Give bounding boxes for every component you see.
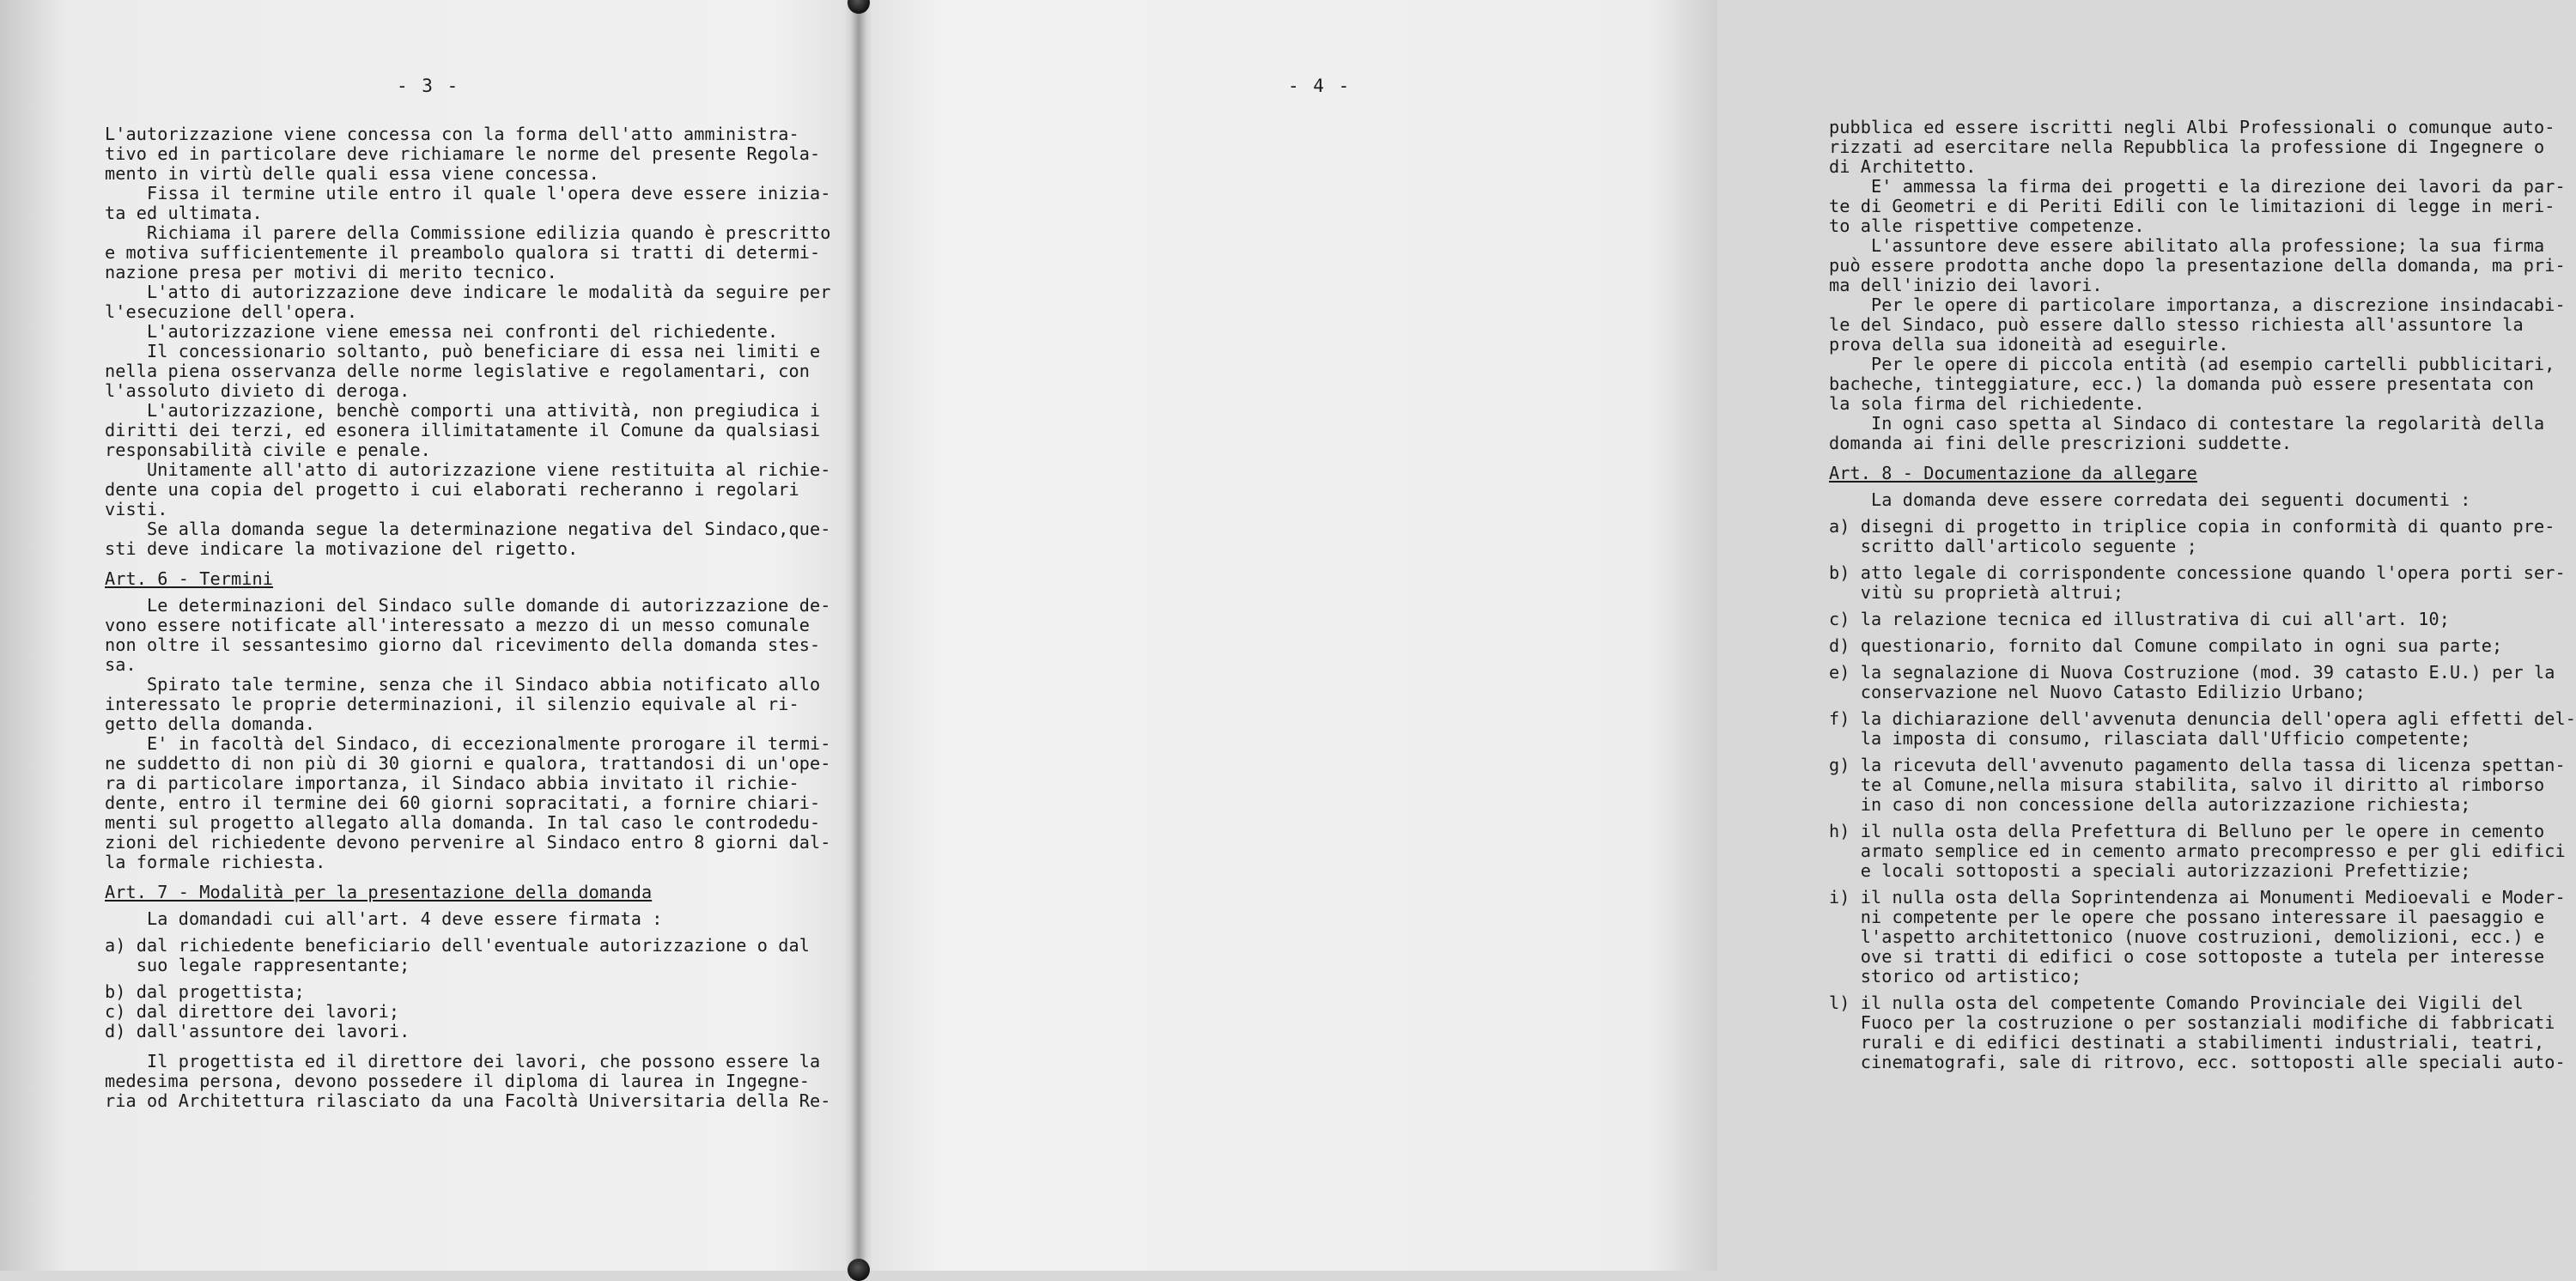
body-line: Le determinazioni del Sindaco sulle domande di autorizzazione de- [105,595,831,616]
body-line: la sola firma del richiedente. [1829,393,2145,414]
body-line: mento in virtù delle quali essa viene concessa. [105,163,599,184]
body-line: ne suddetto di non più di 30 giorni e qualora, trattandosi di un'ope- [105,753,831,774]
article-heading: Art. 6 - Termini [105,568,274,589]
body-line: responsabilità civile e penale. [105,440,431,460]
list-item: storico od artistico; [1829,966,2082,987]
body-line: non oltre il sessantesimo giorno dal ricevimento della domanda stes- [105,634,821,655]
body-line: nazione presa per motivi di merito tecnico. [105,262,557,282]
list-item: g) la ricevuta dell'avvenuto pagamento della tassa di licenza spettan- [1829,755,2566,775]
body-line: e motiva sufficientemente il preambolo qualora si tratti di determi- [105,242,821,263]
body-line: Il progettista ed il direttore dei lavori, che possono essere la [105,1051,821,1072]
body-line: Spirato tale termine, senza che il Sindaco abbia notificato allo [105,674,821,695]
list-item: vitù su proprietà altrui; [1829,582,2124,603]
list-item: e locali sottoposti a speciali autorizzazioni Prefettizie; [1829,860,2471,881]
body-line: sti deve indicare la motivazione del rigetto. [105,538,579,559]
list-item: l'aspetto architettonico (nuove costruzioni, demolizioni, ecc.) e [1829,926,2545,947]
list-item: armato semplice ed in cemento armato precompresso e per gli edifici [1829,841,2566,861]
list-item: f) la dichiarazione dell'avvenuta denuncia dell'opera agli effetti del- [1829,708,2576,729]
body-line: può essere prodotta anche dopo la presentazione della domanda, ma pri- [1829,255,2566,276]
body-line: pubblica ed essere iscritti negli Albi Professionali o comunque auto- [1829,117,2555,137]
body-line: Per le opere di piccola entità (ad esempio cartelli pubblicitari, [1829,354,2555,374]
body-line: ria od Architettura rilasciato da una Facoltà Universitaria della Re- [105,1090,831,1111]
body-line: l'assoluto divieto di deroga. [105,380,410,401]
body-line: Se alla domanda segue la determinazione negativa del Sindaco,que- [105,519,831,539]
article-heading: Art. 8 - Documentazione da allegare [1829,463,2197,483]
body-line: L'assuntore deve essere abilitato alla professione; la sua firma [1829,235,2545,256]
page-number: - 4 - [1288,76,1352,96]
body-line: vono essere notificate all'interessato a mezzo di un messo comunale [105,615,811,635]
body-line: interessato le proprie determinazioni, il silenzio equivale al ri- [105,694,799,714]
body-line: to alle rispettive competenze. [1829,216,2145,236]
body-line: Unitamente all'atto di autorizzazione viene restituita al richie- [105,459,831,480]
body-line: dente una copia del progetto i cui elaborati recheranno i regolari [105,479,799,500]
body-line: la formale richiesta. [105,852,326,872]
body-line: sa. [105,654,137,675]
body-line: menti sul progetto allegato alla domanda. In tal caso le controdedu- [105,812,821,833]
list-item: suo legale rappresentante; [105,955,410,975]
body-line: Fissa il termine utile entro il quale l'opera deve essere inizia- [105,183,831,203]
body-line: domanda ai fini delle prescrizioni suddette. [1829,433,2293,453]
list-item: e) la segnalazione di Nuova Costruzione (mod. 39 catasto E.U.) per la [1829,662,2555,683]
body-line: getto della domanda. [105,713,316,734]
list-item: b) atto legale di corrispondente concessione quando l'opera porti ser- [1829,562,2566,583]
body-line: L'atto di autorizzazione deve indicare le modalità da seguire per [105,282,831,302]
body-line: l'esecuzione dell'opera. [105,301,358,322]
body-line: prova della sua idoneità ad eseguirle. [1829,334,2229,355]
page-number: - 3 - [397,76,460,96]
article-heading: Art. 7 - Modalità per la presentazione della domanda [105,882,653,902]
body-line: E' in facoltà del Sindaco, di eccezionalmente prorogare il termi- [105,733,831,754]
body-line: La domanda deve essere corredata dei seguenti documenti : [1829,489,2471,510]
body-line: diritti dei terzi, ed esonera illimitatamente il Comune da qualsiasi [105,420,821,440]
body-line: visti. [105,499,168,519]
list-item: c) dal direttore dei lavori; [105,1001,400,1022]
body-line: Richiama il parere della Commissione edilizia quando è prescritto [105,222,831,243]
list-item: scritto dall'articolo seguente ; [1829,536,2197,556]
right-page [859,0,2576,1271]
body-line: rizzati ad esercitare nella Repubblica la professione di Ingegnere o [1829,137,2545,157]
body-line: ta ed ultimata. [105,203,263,223]
left-page [0,0,859,1271]
list-item: d) dall'assuntore dei lavori. [105,1021,410,1041]
body-line: dente, entro il termine dei 60 giorni sopracitati, a fornire chiari- [105,792,821,813]
list-item: b) dal progettista; [105,981,305,1002]
list-item: ni competente per le opere che possano interessare il paesaggio e [1829,907,2545,927]
body-line: In ogni caso spetta al Sindaco di contestare la regolarità della [1829,413,2545,434]
body-line: E' ammessa la firma dei progetti e la direzione dei lavori da par- [1829,176,2566,197]
body-line: L'autorizzazione viene emessa nei confronti del richiedente. [105,321,779,342]
body-line: tivo ed in particolare deve richiamare le norme del presente Regola- [105,143,821,164]
list-item: l) il nulla osta del competente Comando Provinciale dei Vigili del [1829,993,2524,1013]
body-line: L'autorizzazione viene concessa con la forma dell'atto amministra- [105,124,799,144]
body-line: ra di particolare importanza, il Sindaco abbia invitato il richie- [105,773,799,793]
body-line: Il concessionario soltanto, può beneficiare di essa nei limiti e [105,341,821,361]
body-line: di Architetto. [1829,156,1977,177]
list-item: conservazione nel Nuovo Catasto Edilizio Urbano; [1829,682,2366,702]
body-line: te di Geometri e di Periti Edili con le limitazioni di legge in meri- [1829,196,2555,216]
list-item: h) il nulla osta della Prefettura di Belluno per le opere in cemento [1829,821,2545,841]
list-item: te al Comune,nella misura stabilita, salvo il diritto al rimborso [1829,774,2545,795]
list-item: i) il nulla osta della Soprintendenza ai Monumenti Medioevali e Moder- [1829,887,2566,908]
body-line: le del Sindaco, può essere dallo stesso richiesta all'assuntore la [1829,314,2524,335]
body-line: L'autorizzazione, benchè comporti una attività, non pregiudica i [105,400,821,421]
body-line: ma dell'inizio dei lavori. [1829,275,2103,295]
list-item: in caso di non concessione della autorizzazione richiesta; [1829,794,2471,815]
body-line: medesima persona, devono possedere il diploma di laurea in Ingegne- [105,1071,811,1091]
list-item: rurali e di edifici destinati a stabilimenti industriali, teatri, [1829,1032,2545,1053]
body-line: bacheche, tinteggiature, ecc.) la domanda può essere presentata con [1829,373,2535,394]
list-item: a) disegni di progetto in triplice copia in conformità di quanto pre- [1829,516,2555,537]
body-line: La domandadi cui all'art. 4 deve essere firmata : [105,908,663,929]
list-item: Fuoco per la costruzione o per sostanziali modifiche di fabbricati [1829,1012,2555,1033]
list-item: ove si tratti di edifici o cose sottoposte a tutela per interesse [1829,946,2545,967]
left-page-body [105,124,831,1111]
list-item: la imposta di consumo, rilasciata dall'Ufficio competente; [1829,728,2471,749]
body-line: nella piena osservanza delle norme legislative e regolamentari, con [105,361,811,381]
right-page-body [1829,117,2576,1072]
list-item: d) questionario, fornito dal Comune compilato in ogni sua parte; [1829,635,2503,656]
list-item: a) dal richiedente beneficiario dell'eventuale autorizzazione o dal [105,935,811,956]
body-line: Per le opere di particolare importanza, a discrezione insindacabi- [1829,294,2566,315]
list-item: cinematografi, sale di ritrovo, ecc. sottoposti alle speciali auto- [1829,1052,2566,1072]
list-item: c) la relazione tecnica ed illustrativa di cui all'art. 10; [1829,609,2450,629]
body-line: zioni del richiedente devono pervenire al Sindaco entro 8 giorni dal- [105,832,831,853]
